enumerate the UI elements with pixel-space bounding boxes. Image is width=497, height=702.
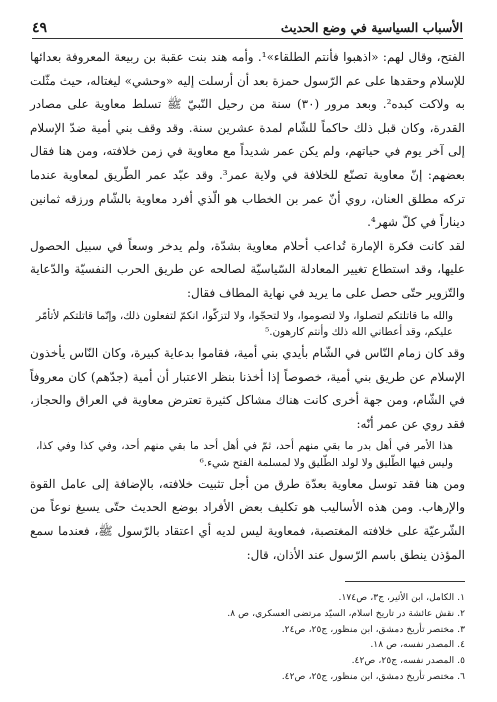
block-quote-2: هذا الأمر في أهل بدر ما بقي منهم أحد، ثمّ في أهل أحد ما بقي منهم أحد، وفي كذا وفي كذا، وليس فيها الطّليق ولا لولد الطّليق ولا لمسلمة الفتح شيء.⁶ [36,440,453,469]
paragraph-2: لقد كانت فكرة الإمارة تُداعب أحلام معاوية بشدّة، ولم يدخر وسعاً في سبيل الحصول عليها، وقد استطاع تغيير المعادلة السّياسيّة لصالحه عن طريق الحرب النفسيّة والدّعاية والتّزوير حتّى حصل على ما يريد في نهاية المطاف فقال: [30,238,465,300]
footnote: ٣. مختصر تأريخ دمشق، ابن منظور، ج٢٥، ص٢٤. [281,623,465,635]
paragraph-4: ومن هنا فقد توسل معاوية بعدّة طرق من أجل تثبيت خلافته، بالإضافة إلى عامل القوة والإرهاب. ومن هذه الأساليب هو تكليف بعض الأفراد بوضع الحديث حتّى يسبغ نوعاً من الشّرعيّة على خلافته المغتصبة، فمعاوية ليس لديه أي اعتقاد بالرّسول ﷺ، فعندما سمع المؤذن ينطق باسم الرّسول عند الأذان، قال: [30,476,465,562]
footnote: ١. الكامل، ابن الأثير، ج٣، ص١٧٤. [338,592,465,604]
page-header [32,14,463,39]
footnote-divider [345,581,465,582]
page-body [30,46,465,685]
footnote: ٦. مختصر تأريخ دمشق، ابن منظور، ج٢٥، ص٤٢. [281,671,465,683]
running-title: الأسباب السياسية في وضع الحديث [280,20,463,35]
page-number: ٤٩ [32,20,48,36]
paragraph-3: وقد كان زمام النّاس في الشّام بأيدي بني أمية، فقاموا بدعاية كبيرة، وكان النّاس يأخذون الإسلام عن طريق بني أمية، خصوصاً إذا أخذنا بنظر الاعتبار أن أمية (جدّهم) كان معروفاً في الشّام، ومن جهة أخرى كانت هناك مشاكل كثيرة تعترض معاوية في العراق والحجاز، فقد روي عن عمر أنّه: [30,345,465,431]
footnote: ٤. المصدر نفسه، ص ١٨. [370,639,465,651]
footnotes [30,590,465,685]
footnote: ٢. نقش عائشة در تاريخ اسلام، السيّد مرتضى العسكري، ص ٨. [227,607,465,619]
paragraph-1: الفتح، وقال لهم: «اذهبوا فأنتم الطلقاء»¹. وأمه هند بنت عقبة بن ربيعة المعروفة بعدائها للإسلام وحقدها على عم الرّسول حمزة بعد أن أرسلت إليه «وحشي» ليغتاله، حيث مثّلت به ولاكت كبده². وبعد مرور (٣٠) سنة من رحيل النّبيّ ﷺ تسلط معاوية على مصادر القدرة، وكان قبل ذلك حاكماً للشّام لمدة عشرين سنة. وقد وقف بني أمية ضدّ الإسلام إلى آخر يوم في حياتهم، ولم يكن عمر شديداً مع معاوية في زمن خلافته، ومن هنا فقال بعضهم: إنّ معاوية تصنّع للخلافة في ولاية عمر³. وقد عبّد عمر الطّريق لمعاوية عندما تركه مطلق العنان، روي أنّ عمر بن الخطاب هو الّذي أفرد معاوية بالشّام ورزقه ثمانين ديناراً في كلّ شهر⁴. [30,50,465,230]
block-quote-1: والله ما قاتلتكم لتصلوا، ولا لتصوموا، ولا لتحجّوا، ولا لتزكّوا، انكمّ لتفعلون ذلك، وإنّما قاتلتكم لأتأمّر عليكم، وقد أعطاني الله ذلك وأنتم كارهون.⁵ [36,309,453,338]
footnote: ٥. المصدر نفسه، ج٢٥، ص٤٢. [351,655,465,667]
